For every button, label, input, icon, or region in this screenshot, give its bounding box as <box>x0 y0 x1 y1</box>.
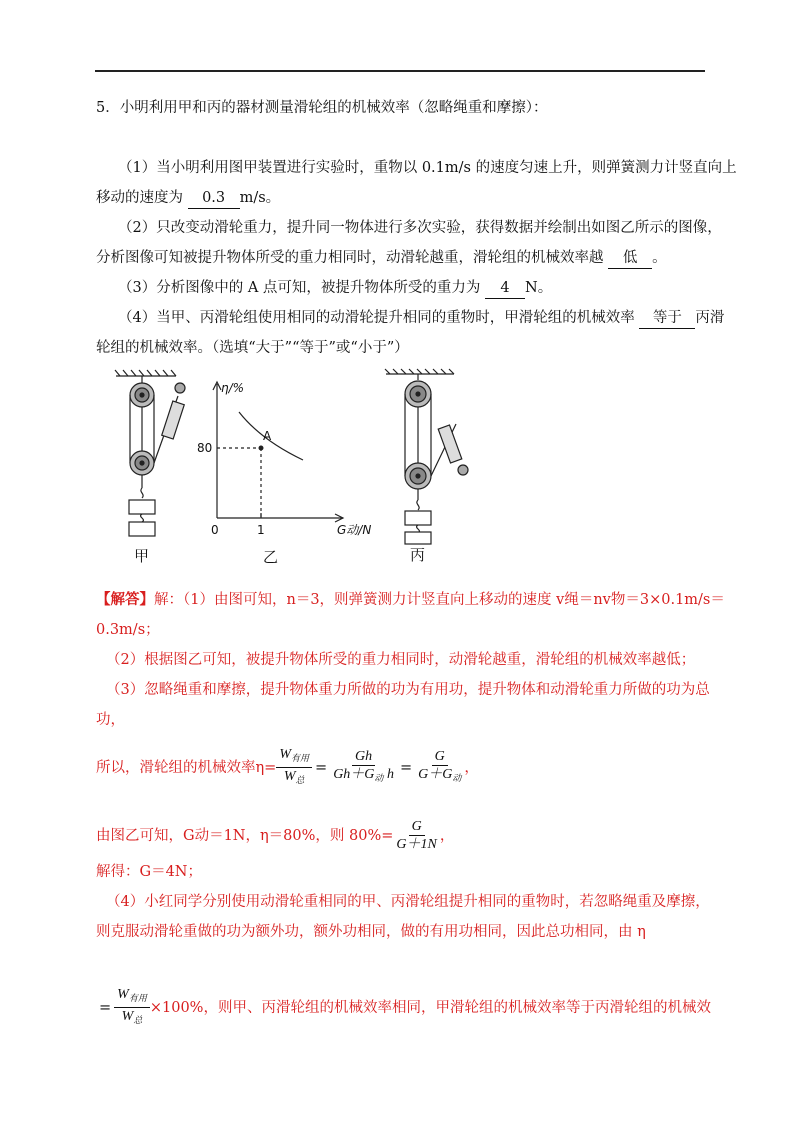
answer-tag: 【解答】 <box>96 591 154 608</box>
x-tick-0: 0 <box>211 523 219 537</box>
equals-2: = <box>399 759 413 776</box>
formula-comma: ， <box>464 759 479 776</box>
part3-suffix: N。 <box>525 280 553 296</box>
g-move-sub-2: 动 <box>452 773 462 783</box>
answer-efficiency-formula <box>96 746 479 789</box>
fraction-w-useful-over-w-total <box>276 746 312 789</box>
figure-bing-label: 丙 <box>410 546 426 564</box>
h-term: h <box>386 767 394 782</box>
part3-prefix: （3）分析图像中的 A 点可知，被提升物体所受的重力为 <box>118 280 481 296</box>
fraction-g-over-g-plus-1n <box>393 818 439 853</box>
answer-line11-text: ×100%，则甲、丙滑轮组的机械效率相同，甲滑轮组的机械效率等于丙滑轮组的机械效 <box>149 999 711 1016</box>
figure-yi-label: 乙 <box>263 548 279 566</box>
formula-comma-2: ， <box>439 827 455 844</box>
g-plus-1n: G＋1N <box>396 837 437 852</box>
answer-line1-text: 解：（1）由图可知，n＝3，则弹簧测力计竖直向上移动的速度 v绳＝nv物＝3×0.1m/s＝ <box>154 592 725 608</box>
w-useful: W <box>279 747 292 762</box>
figure-jia <box>112 368 192 568</box>
answer-line9: （4）小红同学分别使用动滑轮重相同的甲、丙滑轮组提升相同的重物时，若忽略绳重及摩擦， <box>106 894 710 910</box>
g-numerator: G <box>432 748 448 766</box>
answer-line6-prefix: 所以，滑轮组的机械效率η= <box>96 759 277 776</box>
part2-answer: 低 <box>608 248 652 269</box>
w-total-sub: 总 <box>295 775 305 785</box>
answer-line10: 则克服动滑轮重做的功为额外功，额外功相同，做的有用功相同，因此总功相同，由 η <box>96 924 646 940</box>
part1-suffix: m/s。 <box>239 190 281 206</box>
part3-answer: 4 <box>485 278 525 299</box>
answer-line4: （3）忽略绳重和摩擦，提升物体重力所做的功为有用功，提升物体和动滑轮重力所做的功为总 <box>106 682 710 698</box>
header-rule <box>95 70 705 72</box>
figure-bing <box>378 368 478 568</box>
part1-answer: 0.3 <box>188 188 240 209</box>
point-a-label: A <box>263 429 272 443</box>
fraction-g <box>415 748 464 787</box>
part4-answer: 等于 <box>639 308 695 329</box>
w-useful-sub-2: 有用 <box>128 993 147 1003</box>
fraction-gh <box>330 748 397 787</box>
question-part2-line2 <box>96 248 667 269</box>
y-tick-80: 80 <box>197 441 213 455</box>
g-plus: G＋G <box>418 767 453 782</box>
answer-line1 <box>96 590 725 610</box>
question-title: 5．小明利用甲和丙的器材测量滑轮组的机械效率（忽略绳重和摩擦）： <box>96 100 548 116</box>
answer-line7-prefix: 由图乙可知，G动＝1N，η＝80%，则 80%= <box>96 827 394 844</box>
g-numerator-2: G <box>409 818 425 836</box>
w-total: W <box>283 769 296 784</box>
equals-3: = <box>99 999 112 1016</box>
w-useful-2: W <box>117 987 129 1002</box>
answer-line7 <box>96 818 454 853</box>
w-total-sub-2: 总 <box>133 1015 143 1025</box>
w-useful-sub: 有用 <box>291 753 310 763</box>
x-tick-1: 1 <box>257 523 265 537</box>
question-part2-line1: （2）只改变动滑轮重力，提升同一物体进行多次实验，获得数据并绘制出如图乙所示的图像， <box>118 220 722 236</box>
gh-numerator: Gh <box>352 748 375 766</box>
part4-prefix: （4）当甲、丙滑轮组使用相同的动滑轮提升相同的重物时，甲滑轮组的机械效率 <box>118 310 635 326</box>
w-total-2: W <box>121 1009 134 1024</box>
point-a <box>259 446 264 451</box>
gh-plus: Gh＋G <box>333 767 375 782</box>
figure-yi-graph <box>195 372 385 572</box>
part1-prefix: 移动的速度为 <box>96 190 183 206</box>
figure-jia-label: 甲 <box>134 547 150 565</box>
question-part1-line1: （1）当小明利用图甲装置进行实验时，重物以 0.1m/s 的速度匀速上升，则弹簧测力计竖直向上 <box>118 160 737 176</box>
x-axis-label: G动/N <box>337 523 372 537</box>
equals-1: = <box>315 759 328 776</box>
question-part1-line2 <box>96 188 280 209</box>
part2-prefix: 分析图像可知被提升物体所受的重力相同时，动滑轮越重，滑轮组的机械效率越 <box>96 250 604 266</box>
answer-line2: 0.3m/s； <box>96 622 160 638</box>
answer-line3: （2）根据图乙可知，被提升物体所受的重力相同时，动滑轮越重，滑轮组的机械效率越低； <box>106 652 696 668</box>
answer-line11 <box>96 986 711 1029</box>
fraction-w-useful-over-w-total-2 <box>114 986 150 1029</box>
answer-line8: 解得：G＝4N； <box>96 864 202 880</box>
part4-suffix: 丙滑 <box>695 310 725 326</box>
question-part3 <box>118 278 552 299</box>
y-axis-label: η/% <box>221 381 245 395</box>
answer-line5: 功， <box>96 712 125 728</box>
part2-suffix: 。 <box>652 250 667 266</box>
question-part4-line1 <box>118 308 724 329</box>
question-part4-line2: 轮组的机械效率。（选填“大于”“等于”或“小于”） <box>96 340 409 356</box>
g-move-sub: 动 <box>374 773 384 783</box>
